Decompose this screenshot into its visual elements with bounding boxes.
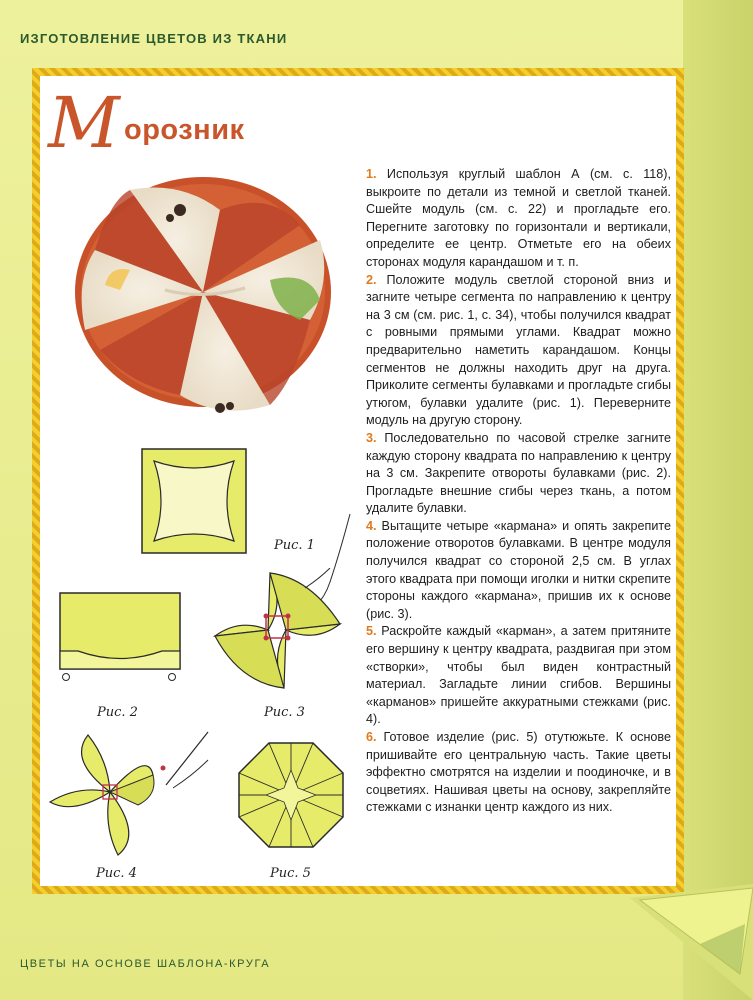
figure-1-diagram [140,447,248,555]
instructions-text [366,166,671,817]
step-number: 3. [366,430,377,445]
figure-3-diagram [210,568,350,696]
step-text: Последовательно по часовой стрелке загните каждую сторону квадрата по направлению к центру на 3 см. Закрепите отвороты булавками (рис. 2). Прогладьте внешние сгибы через ткань, а потом удалите булавки. [366,430,672,516]
figure-5-diagram [236,740,346,850]
figure-4-diagram [48,730,213,862]
figure-2-diagram [58,591,184,687]
corner-fabric-decoration [630,884,753,1000]
step-6 [366,729,671,817]
figure-2-caption: Рис. 2 [97,705,138,720]
title-rest: орозник [124,114,245,146]
step-3 [366,430,671,518]
step-number: 1. [366,167,377,181]
step-5 [366,623,671,729]
step-text: Положите модуль светлой стороной вниз и загните четыре сегмента по направлению к центру на 3 см (см. рис. 1, с. 34), чтобы получился квадрат с ровными прямыми углами. Квадрат можно предварительно наметить карандашом. Концы сегментов не должны находить друг на друга. Приколите сегменты булавками и прогладьте сгибы утюгом, булавки удалите (рис. 1). Переверните модуль на другую сторону. [366,272,672,428]
figure-1-caption: Рис. 1 [274,538,315,553]
page-edge-shadow [683,0,753,1000]
step-2 [366,272,671,430]
step-text: Вытащите четыре «кармана» и опять закрепите положение отворотов булавками. В центре модуля получился квадрат со стороной 2,5 см. В углах этого квадрата при помощи иголки и нитки скрепите стороны каждого «кармана», пришив их к основе (рис. 3). [366,518,671,621]
step-number: 6. [366,730,377,744]
section-header: ИЗГОТОВЛЕНИЕ ЦВЕТОВ ИЗ ТКАНИ [20,31,288,46]
step-text: Используя круглый шаблон А (см. с. 118), выкроите по детали из темной и светлой тканей. Сшейте модуль (см. с. 22) и прогладьте его. Перегните заготовку по горизонтали и вертикали, определите ее центр. Отметьте его на обеих сторонах модуля карандашом и т. п. [366,167,671,269]
footer-section-title: ЦВЕТЫ НА ОСНОВЕ ШАБЛОНА-КРУГА [20,958,271,970]
step-1 [366,166,671,272]
figure-4-caption: Рис. 4 [96,866,137,881]
title-initial: М [48,82,120,164]
figure-5-caption: Рис. 5 [270,866,311,881]
step-number: 4. [366,518,377,533]
step-number: 2. [366,272,377,287]
step-number: 5. [366,624,377,639]
flower-photo [70,170,340,420]
figure-3-caption: Рис. 3 [264,705,305,720]
step-text: Раскройте каждый «карман», а затем притяните его вершину к центру квадрата, раздвигая при этом «створки», чтобы был виден контрастный материал. Загладьте линии сгибов. Вершины «карманов» пришейте аккуратными стежками (рис. 4). [366,624,671,727]
step-4 [366,518,671,624]
step-text: Готовое изделие (рис. 5) отутюжьте. К основе пришивайте его центральную часть. Такие цветы эффектно смотрятся на изделии и поодиночке, и в соцветиях. Нашивая цветы на основу, закрепляйте стежками с изнанки центр каждого из них. [366,730,671,815]
